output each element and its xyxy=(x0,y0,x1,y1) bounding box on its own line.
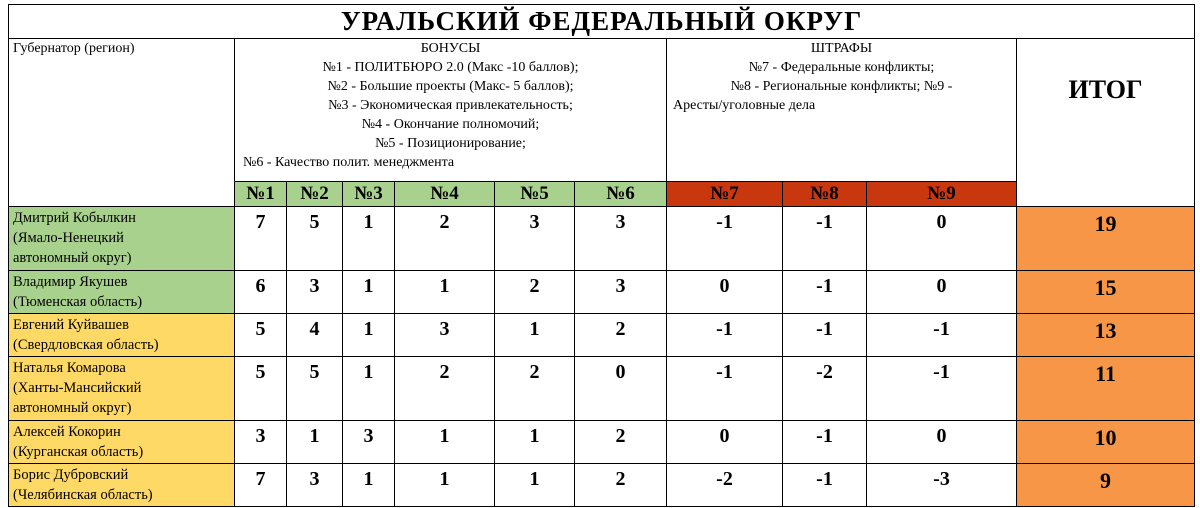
total-column-header: ИТОГ xyxy=(1017,39,1195,207)
bonus-line-4: №4 - Окончание полномочий; xyxy=(361,117,540,132)
table-row xyxy=(9,357,1195,421)
bonus-line-3: №3 - Экономическая привлекательность; xyxy=(328,98,573,113)
table-row xyxy=(9,271,1195,314)
penalty-cell: -1 xyxy=(667,314,783,357)
bonuses-header xyxy=(235,39,667,182)
table-row xyxy=(9,207,1195,271)
score-cell: 6 xyxy=(235,271,287,314)
governor-region: (Ханты-Мансийский xyxy=(13,380,142,396)
bonuses-title: БОНУСЫ xyxy=(420,41,481,56)
rating-table-frame xyxy=(8,4,1194,504)
score-cell: 1 xyxy=(343,207,395,271)
score-cell: 1 xyxy=(395,271,495,314)
penalty-cell: -1 xyxy=(667,357,783,421)
governor-cell xyxy=(9,357,235,421)
governor-cell xyxy=(9,314,235,357)
total-cell: 19 xyxy=(1017,207,1195,271)
governor-cell xyxy=(9,271,235,314)
penalty-cell: -3 xyxy=(867,464,1017,507)
score-cell: 1 xyxy=(343,464,395,507)
table-row xyxy=(9,464,1195,507)
score-cell: 7 xyxy=(235,464,287,507)
score-cell: 2 xyxy=(395,357,495,421)
score-cell: 3 xyxy=(287,271,343,314)
penalty-cell: -1 xyxy=(867,357,1017,421)
penalty-cell: -1 xyxy=(783,464,867,507)
score-cell: 5 xyxy=(235,357,287,421)
column-header-2: №2 xyxy=(287,182,343,207)
column-header-3: №3 xyxy=(343,182,395,207)
table-row xyxy=(9,314,1195,357)
score-cell: 2 xyxy=(495,271,575,314)
score-cell: 2 xyxy=(575,421,667,464)
penalty-cell: 0 xyxy=(867,207,1017,271)
score-cell: 1 xyxy=(343,357,395,421)
score-cell: 5 xyxy=(287,207,343,271)
score-cell: 5 xyxy=(287,357,343,421)
governor-cell xyxy=(9,207,235,271)
penalty-cell: 0 xyxy=(867,421,1017,464)
penalty-cell: 0 xyxy=(667,421,783,464)
column-header-9: №9 xyxy=(867,182,1017,207)
score-cell: 1 xyxy=(395,421,495,464)
score-cell: 1 xyxy=(343,271,395,314)
governor-region: автономный округ) xyxy=(13,400,132,416)
penalty-cell: -2 xyxy=(783,357,867,421)
total-cell: 15 xyxy=(1017,271,1195,314)
table-row xyxy=(9,421,1195,464)
score-cell: 1 xyxy=(495,421,575,464)
governor-name: Наталья Комарова xyxy=(13,360,126,376)
penalty-cell: 0 xyxy=(867,271,1017,314)
score-cell: 4 xyxy=(287,314,343,357)
column-header-4: №4 xyxy=(395,182,495,207)
score-cell: 3 xyxy=(575,271,667,314)
score-cell: 1 xyxy=(495,464,575,507)
total-cell: 11 xyxy=(1017,357,1195,421)
total-cell: 13 xyxy=(1017,314,1195,357)
column-header-6: №6 xyxy=(575,182,667,207)
penalty-line-2: №8 - Региональные конфликты; №9 - xyxy=(730,79,953,94)
governor-column-header: Губернатор (регион) xyxy=(9,39,235,207)
penalty-cell: 0 xyxy=(667,271,783,314)
score-cell: 3 xyxy=(495,207,575,271)
total-cell: 10 xyxy=(1017,421,1195,464)
score-cell: 7 xyxy=(235,207,287,271)
bonus-line-6: №6 - Качество полит. менеджмента xyxy=(243,155,455,170)
score-cell: 1 xyxy=(287,421,343,464)
score-cell: 2 xyxy=(495,357,575,421)
score-cell: 1 xyxy=(495,314,575,357)
penalty-line-3: Аресты/уголовные дела xyxy=(673,98,816,113)
score-cell: 0 xyxy=(575,357,667,421)
score-cell: 2 xyxy=(395,207,495,271)
governor-name: Дмитрий Кобылкин xyxy=(13,210,136,226)
penalty-cell: -1 xyxy=(783,421,867,464)
governor-region: (Челябинская область) xyxy=(13,487,153,503)
governor-name: Евгений Куйвашев xyxy=(13,317,129,333)
column-header-7: №7 xyxy=(667,182,783,207)
governor-region: (Тюменская область) xyxy=(13,294,143,310)
score-cell: 3 xyxy=(575,207,667,271)
governor-region: (Ямало-Ненецкий xyxy=(13,230,124,246)
score-cell: 5 xyxy=(235,314,287,357)
page-title: УРАЛЬСКИЙ ФЕДЕРАЛЬНЫЙ ОКРУГ xyxy=(9,5,1195,39)
bonus-line-2: №2 - Большие проекты (Макс- 5 баллов); xyxy=(327,79,574,94)
score-cell: 3 xyxy=(395,314,495,357)
penalties-title: ШТРАФЫ xyxy=(810,41,873,56)
penalty-cell: -1 xyxy=(783,314,867,357)
score-cell: 2 xyxy=(575,464,667,507)
column-header-1: №1 xyxy=(235,182,287,207)
penalty-cell: -1 xyxy=(783,271,867,314)
rating-table xyxy=(8,4,1195,507)
score-cell: 3 xyxy=(235,421,287,464)
penalty-cell: -2 xyxy=(667,464,783,507)
governor-region: (Свердловская область) xyxy=(13,337,159,353)
score-cell: 3 xyxy=(287,464,343,507)
governor-name: Владимир Якушев xyxy=(13,274,128,290)
score-cell: 3 xyxy=(343,421,395,464)
bonus-line-5: №5 - Позиционирование; xyxy=(375,136,526,151)
column-header-8: №8 xyxy=(783,182,867,207)
score-cell: 1 xyxy=(343,314,395,357)
governor-name: Алексей Кокорин xyxy=(13,424,121,440)
governor-region: автономный округ) xyxy=(13,250,132,266)
penalty-cell: -1 xyxy=(667,207,783,271)
bonus-line-1: №1 - ПОЛИТБЮРО 2.0 (Макс -10 баллов); xyxy=(322,60,579,75)
score-cell: 1 xyxy=(395,464,495,507)
governor-cell xyxy=(9,464,235,507)
governor-name: Борис Дубровский xyxy=(13,467,129,483)
penalties-header xyxy=(667,39,1017,182)
total-cell: 9 xyxy=(1017,464,1195,507)
score-cell: 2 xyxy=(575,314,667,357)
governor-region: (Курганская область) xyxy=(13,444,144,460)
governor-cell xyxy=(9,421,235,464)
penalty-line-1: №7 - Федеральные конфликты; xyxy=(748,60,935,75)
column-header-5: №5 xyxy=(495,182,575,207)
penalty-cell: -1 xyxy=(867,314,1017,357)
penalty-cell: -1 xyxy=(783,207,867,271)
